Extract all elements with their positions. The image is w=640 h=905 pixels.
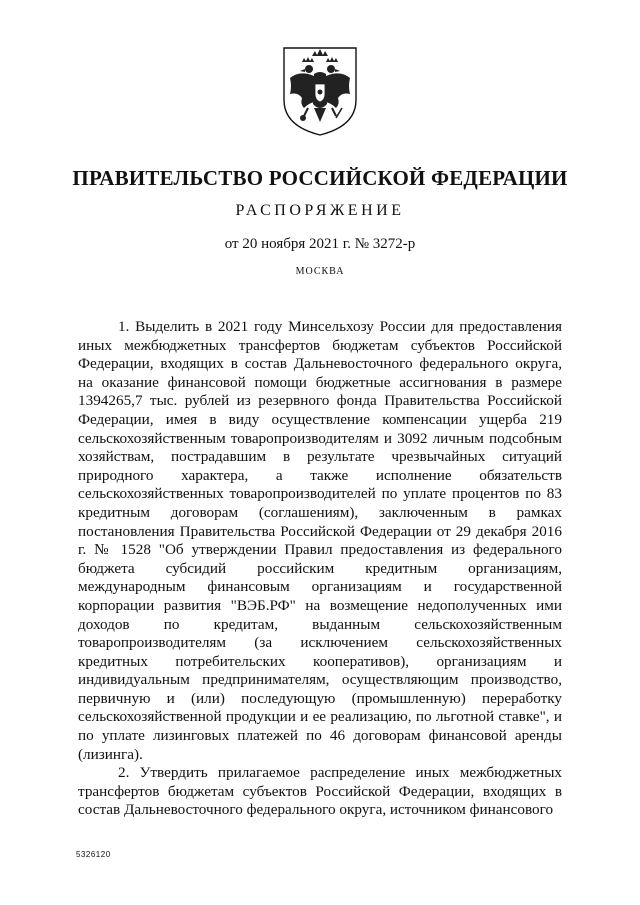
document-code: 5326120 [76,850,111,859]
document-type: РАСПОРЯЖЕНИЕ [235,202,405,219]
government-title: ПРАВИТЕЛЬСТВО РОССИЙСКОЙ ФЕДЕРАЦИИ [72,166,568,190]
paragraph-2: 2. Утвердить прилагаемое распределение иных межбюджетных трансфертов бюджетам субъектов Российской Федерации, входящих в состав Дальневосточного федерального округа, источником финансового [78,764,562,819]
document-city: МОСКВА [295,266,345,277]
document-date-number: от 20 ноября 2021 г. № 3272-р [224,236,416,252]
document-body [78,318,562,820]
coat-of-arms-icon [278,42,362,138]
paragraph-1: 1. Выделить в 2021 году Минсельхозу России для предоставления иных межбюджетных трансфертов бюджетам субъектов Российской Федерации, входящих в состав Дальневосточного федерального округа, на оказание финансовой помощи бюджетные ассигнования в размере 1394265,7 тыс. рублей из резервного фонда Правительства Российской Федерации, имея в виду осуществление компенсации ущерба 219 сельскохозяйственным товаропроизводителям и 3092 личным подсобным хозяйствам, пострадавшим в результате чрезвычайных ситуаций природного характера, а также исполнение обязательств сельскохозяйственных товаропроизводителей по уплате процентов по 83 кредитным договорам (соглашениям), заключенным в рамках постановления Правительства Российской Федерации от 29 декабря 2016 г. № 1528 "Об утверждении Правил предоставления из федерального бюджета субсидий российским кредитным организациям, международным финансовым организациям и государственной корпорации развития "ВЭБ.РФ" на возмещение недополученных ими доходов по кредитам, выданным сельскохозяйственным товаропроизводителям (за исключением сельскохозяйственных кредитных потребительских кооперативов), организациям и индивидуальным предпринимателям, осуществляющим производство, первичную и (или) последующую (промышленную) переработку сельскохозяйственной продукции и ее реализацию, по льготной ставке", и по уплате лизинговых платежей по 46 договорам финансовой аренды (лизинга). [78,318,562,763]
